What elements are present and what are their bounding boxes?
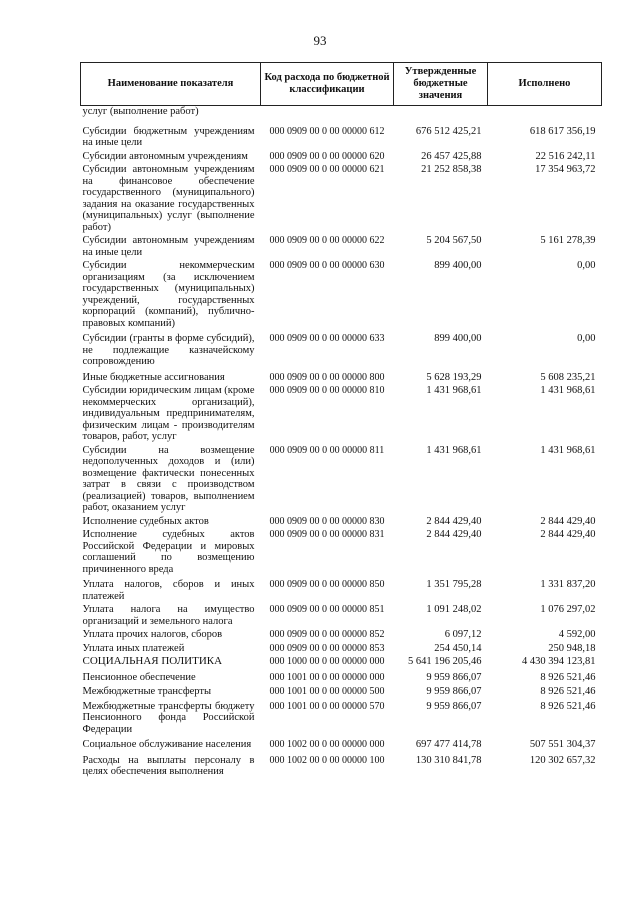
row-approved: 676 512 425,21 xyxy=(415,125,482,137)
table-row xyxy=(81,698,602,736)
row-approved: 899 400,00 xyxy=(434,333,482,344)
table-header-row xyxy=(81,63,602,106)
row-name: Уплата налогов, сборов и иных платежей xyxy=(82,579,255,602)
row-executed: 5 608 235,21 xyxy=(540,371,596,383)
row-approved: 697 477 414,78 xyxy=(415,739,482,750)
row-name: СОЦИАЛЬНАЯ ПОЛИТИКА xyxy=(82,655,223,667)
row-executed: 250 948,18 xyxy=(548,642,596,654)
row-name: Социальное обслуживание населения xyxy=(82,739,252,750)
row-code: 000 0909 00 0 00 00000 811 xyxy=(269,444,385,456)
table-row xyxy=(81,668,602,684)
row-name: Исполнение судебных актов Российской Федерации и мировых соглашений по возмещению причиненного вреда xyxy=(82,529,255,575)
expenditure-table xyxy=(80,62,602,778)
row-approved: 130 310 841,78 xyxy=(415,754,482,766)
table-row xyxy=(81,683,602,698)
row-code xyxy=(261,106,394,118)
row-approved: 1 351 795,28 xyxy=(426,579,482,590)
row-approved: 9 959 866,07 xyxy=(426,686,482,697)
row-approved: 5 641 196 205,46 xyxy=(408,656,482,667)
row-name: Уплата прочих налогов, сборов xyxy=(82,629,223,640)
table-row xyxy=(81,575,602,602)
row-name: Субсидии бюджетным учреждениям на иные цели xyxy=(82,125,255,148)
row-approved: 2 844 429,40 xyxy=(426,515,482,527)
row-executed: 22 516 242,11 xyxy=(535,150,596,162)
row-code: 000 1002 00 0 00 00000 100 xyxy=(269,754,385,766)
row-name: Исполнение судебных актов xyxy=(82,515,209,527)
row-executed: 1 431 968,61 xyxy=(540,444,596,456)
row-code: 000 0909 00 0 00 00000 620 xyxy=(269,150,385,162)
row-code: 000 0909 00 0 00 00000 850 xyxy=(269,579,385,590)
table-row xyxy=(81,118,602,149)
table-row xyxy=(81,602,602,627)
row-approved: 26 457 425,88 xyxy=(421,150,482,162)
row-code: 000 1002 00 0 00 00000 000 xyxy=(269,739,385,750)
header-executed: Исполнено xyxy=(488,63,602,106)
table-row xyxy=(81,162,602,233)
row-name: Расходы на выплаты персоналу в целях обеспечения выполнения xyxy=(82,754,255,777)
row-name: Уплата налога на имущество организаций и земельного налога xyxy=(82,604,255,627)
row-code: 000 0909 00 0 00 00000 630 xyxy=(269,260,385,271)
page-number: 93 xyxy=(313,33,327,48)
row-executed: 0,00 xyxy=(577,260,596,271)
row-executed: 618 617 356,19 xyxy=(529,125,596,137)
row-executed: 2 844 429,40 xyxy=(540,529,596,540)
row-executed: 8 926 521,46 xyxy=(540,686,596,697)
row-approved: 9 959 866,07 xyxy=(426,700,482,712)
row-executed: 8 926 521,46 xyxy=(540,671,596,683)
row-approved: 6 097,12 xyxy=(444,629,482,640)
row-code: 000 0909 00 0 00 00000 622 xyxy=(269,235,385,246)
row-approved: 9 959 866,07 xyxy=(426,671,482,683)
header-code: Код расхода по бюджетной классификации xyxy=(261,63,394,106)
table-body xyxy=(81,106,602,778)
row-name: Субсидии некоммерческим организациям (за исключением государственных (муниципальных) учреждений, государственных корпораций (компаний), публично-правовых компаний) xyxy=(82,260,255,329)
row-name: Субсидии юридическим лицам (кроме некоммерческих организаций), индивидуальным предпринимателям, физическим лицам - производителям товаров, работ, услуг xyxy=(82,385,255,442)
row-name: Субсидии на возмещение недополученных доходов и (или) возмещение фактически понесенных затрат в связи с производством (реализацией) товаров, выполнением работ, оказанием услуг xyxy=(82,444,255,513)
row-name: Субсидии автономным учреждениям на иные цели xyxy=(82,235,255,258)
table-row xyxy=(81,233,602,258)
row-name: Иные бюджетные ассигнования xyxy=(82,371,225,383)
row-executed: 120 302 657,32 xyxy=(529,754,596,766)
row-executed: 4 430 394 123,81 xyxy=(522,656,596,667)
row-approved: 254 450,14 xyxy=(434,642,482,654)
row-name: Уплата иных платежей xyxy=(82,642,185,654)
table-row xyxy=(81,514,602,528)
row-code: 000 0909 00 0 00 00000 621 xyxy=(269,164,385,175)
row-executed: 0,00 xyxy=(577,333,596,344)
row-code: 000 0909 00 0 00 00000 853 xyxy=(269,642,385,654)
row-name: Субсидии (гранты в форме субсидий), не подлежащие казначейскому сопровождению xyxy=(82,333,255,367)
row-code: 000 0909 00 0 00 00000 810 xyxy=(269,385,385,396)
row-code: 000 0909 00 0 00 00000 612 xyxy=(269,125,385,137)
row-approved: 2 844 429,40 xyxy=(426,529,482,540)
row-executed: 4 592,00 xyxy=(558,629,596,640)
table-row xyxy=(81,641,602,655)
row-name: Субсидии автономным учреждениям на финансовое обеспечение государственного (муниципального) задания на оказание государственных (муниципальных) услуг (выполнение работ) xyxy=(82,164,255,233)
table-row xyxy=(81,329,602,368)
row-approved: 1 431 968,61 xyxy=(426,444,482,456)
row-code: 000 1000 00 0 00 00000 000 xyxy=(269,656,385,667)
row-code: 000 0909 00 0 00 00000 831 xyxy=(269,529,385,540)
row-approved: 1 431 968,61 xyxy=(426,385,482,396)
row-executed: 5 161 278,39 xyxy=(540,235,596,246)
table-row xyxy=(81,368,602,384)
table-row xyxy=(81,527,602,575)
table-row xyxy=(81,751,602,778)
table-row xyxy=(81,443,602,514)
row-executed xyxy=(488,106,602,118)
row-name: Субсидии автономным учреждениям xyxy=(82,150,248,162)
row-code: 000 0909 00 0 00 00000 633 xyxy=(269,333,385,344)
row-approved: 1 091 248,02 xyxy=(426,604,482,615)
row-code: 000 0909 00 0 00 00000 852 xyxy=(269,629,385,640)
row-code: 000 0909 00 0 00 00000 851 xyxy=(269,604,385,615)
row-code: 000 0909 00 0 00 00000 830 xyxy=(269,515,385,527)
row-executed: 507 551 304,37 xyxy=(529,739,596,750)
table-row xyxy=(81,654,602,668)
row-executed: 2 844 429,40 xyxy=(540,515,596,527)
table-row xyxy=(81,383,602,443)
row-name: услуг (выполнение работ) xyxy=(82,106,199,117)
row-approved: 5 628 193,29 xyxy=(426,371,482,383)
row-executed: 8 926 521,46 xyxy=(540,700,596,712)
row-executed: 17 354 963,72 xyxy=(535,164,596,175)
table-row xyxy=(81,627,602,641)
row-name: Межбюджетные трансферты бюджету Пенсионного фонда Российской Федерации xyxy=(82,700,255,735)
header-approved: Утвержденные бюджетные значения xyxy=(394,63,488,106)
row-name: Пенсионное обеспечение xyxy=(82,671,196,683)
table-row xyxy=(81,258,602,329)
row-name: Межбюджетные трансферты xyxy=(82,686,212,697)
row-approved: 21 252 858,38 xyxy=(421,164,482,175)
row-executed: 1 431 968,61 xyxy=(540,385,596,396)
row-code: 000 0909 00 0 00 00000 800 xyxy=(269,371,385,383)
table-row xyxy=(81,106,602,118)
row-executed: 1 331 837,20 xyxy=(540,579,596,590)
row-approved: 5 204 567,50 xyxy=(426,235,482,246)
row-code: 000 1001 00 0 00 00000 500 xyxy=(269,686,385,697)
row-approved: 899 400,00 xyxy=(434,260,482,271)
row-code: 000 1001 00 0 00 00000 570 xyxy=(269,700,385,712)
table-row xyxy=(81,735,602,751)
table-row xyxy=(81,149,602,163)
row-executed: 1 076 297,02 xyxy=(540,604,596,615)
row-approved xyxy=(394,106,488,118)
row-code: 000 1001 00 0 00 00000 000 xyxy=(269,671,385,683)
header-name: Наименование показателя xyxy=(81,63,261,106)
